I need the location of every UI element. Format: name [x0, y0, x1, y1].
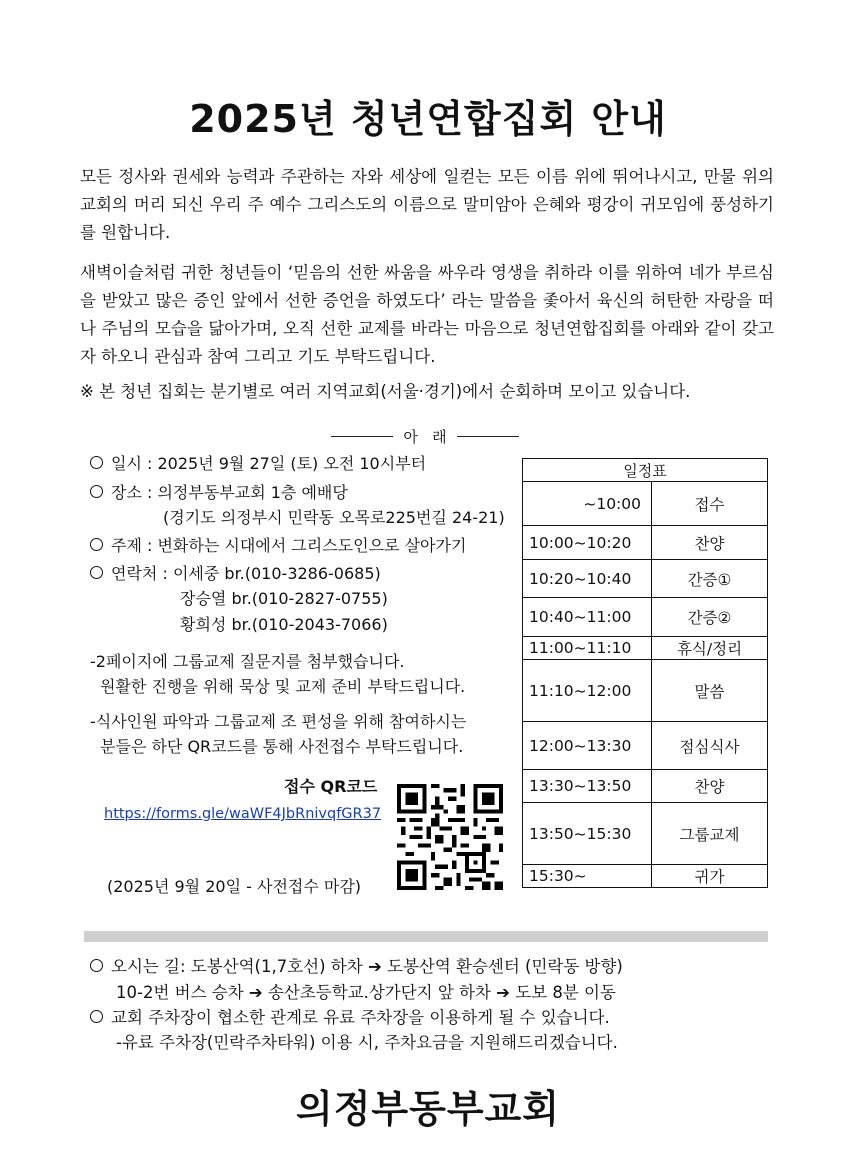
circle-bullet-icon: [90, 456, 103, 469]
directions-text-2a: 10-2번 버스 승차: [116, 983, 244, 1002]
schedule-header: 일정표: [523, 459, 768, 482]
schedule-event: 찬양: [652, 526, 768, 560]
contact-2: 장승열 br.(010-2827-0755): [180, 589, 388, 608]
detail-theme: [90, 534, 466, 558]
detail-contact: [90, 562, 381, 586]
table-row: [523, 803, 768, 865]
directions-line-1: [90, 955, 623, 979]
directions-text-2c: 도보 8분 이동: [515, 983, 616, 1002]
intro-paragraph-1: 모든 정사와 권세와 능력과 주관하는 자와 세상에 일컫는 모든 이름 위에 뛰어나시고, 만물 위의 교회의 머리 되신 우리 주 예수 그리스도의 이름으로 말미암아 은혜와 평강이 귀모임에 풍성하기를 원합니다.: [80, 167, 774, 242]
schedule-event: 간증②: [652, 598, 768, 637]
schedule-event: 귀가: [652, 865, 768, 888]
divider-rule-left: [331, 436, 393, 437]
note2-line2: 분들은 하단 QR코드를 통해 사전접수 부탁드립니다.: [100, 737, 464, 756]
directions-text-1a: 오시는 길: 도봉산역(1,7호선) 하차: [111, 957, 363, 976]
note1-line1: -2페이지에 그룹교제 질문지를 첨부했습니다.: [90, 652, 405, 671]
divider-rule-right: [457, 436, 519, 437]
parking-line-1: [90, 1006, 610, 1030]
detail-place: [90, 481, 348, 505]
schedule-time: 12:00~13:30: [523, 722, 652, 770]
schedule-event: 말씀: [652, 660, 768, 722]
schedule-time: 15:30~: [523, 865, 652, 888]
intro-note: ※ 본 청년 집회는 분기별로 여러 지역교회(서울·경기)에서 순회하며 모이고 있습니다.: [80, 382, 691, 401]
schedule-time: 10:20~10:40: [523, 560, 652, 598]
directions-text-1b: 도봉산역 환승센터 (민락동 방향): [387, 957, 623, 976]
table-row: [523, 770, 768, 803]
detail-date: [90, 452, 426, 476]
section-separator-bar: [84, 931, 768, 942]
parking-line-2: -유료 주차장(민락주차타워) 이용 시, 주차요금을 지원해드리겠습니다.: [116, 1033, 618, 1052]
schedule-time: ~10:00: [523, 482, 652, 526]
contact-3: 황희성 br.(010-2043-7066): [180, 615, 388, 634]
qr-link[interactable]: [104, 803, 381, 822]
divider-label: 아 래: [403, 428, 447, 446]
schedule-time: 10:40~11:00: [523, 598, 652, 637]
schedule-time: 11:00~11:10: [523, 637, 652, 660]
intro-paragraph-2: 새벽이슬처럼 귀한 청년들이 ‘믿음의 선한 싸움을 싸우라 영생을 취하라 이를 위하여 네가 부르심을 받았고 많은 증인 앞에서 선한 증언을 하였도다’ 라는 말씀을 좇아서 육신의 허탄한 자랑을 떠나 주님의 모습을 닮아가며, 오직 선한 교제를 바라는 마음으로 청년연합집회를 아래와 같이 갖고자 하오니 관심과 참여 그리고 기도 부탁드립니다.: [80, 263, 774, 366]
arrow-right-icon: ➔: [248, 983, 263, 1002]
arrow-right-icon: ➔: [496, 983, 510, 1002]
page-title: 2025년 청년연합집회 안내: [189, 97, 667, 141]
schedule-time: 11:10~12:00: [523, 660, 652, 722]
detail-theme-text: 주제 : 변화하는 시대에서 그리스도인으로 살아가기: [111, 536, 467, 555]
schedule-event: 접수: [652, 482, 768, 526]
circle-bullet-icon: [90, 566, 103, 579]
detail-date-text: 일시 : 2025년 9월 27일 (토) 오전 10시부터: [111, 454, 427, 473]
schedule-event: 휴식/정리: [652, 637, 768, 660]
directions-text-2b: 송산초등학교.상가단지 앞 하차: [267, 983, 491, 1002]
schedule-time: 13:50~15:30: [523, 803, 652, 865]
schedule-header-row: [523, 459, 768, 482]
table-row: [523, 865, 768, 888]
contact-label: 연락처 :: [111, 564, 168, 583]
qr-label: 접수 QR코드: [284, 777, 378, 796]
schedule-event: 찬양: [652, 770, 768, 803]
table-row: [523, 637, 768, 660]
schedule-time: 10:00~10:20: [523, 526, 652, 560]
circle-bullet-icon: [90, 1010, 103, 1023]
table-row: [523, 526, 768, 560]
note1-line2: 원활한 진행을 위해 묵상 및 교제 준비 부탁드립니다.: [100, 677, 466, 696]
schedule-event: 점심식사: [652, 722, 768, 770]
qr-link-text[interactable]: https://forms.gle/waWF4JbRnivqfGR37: [104, 806, 382, 822]
parking-text-1: 교회 주차장이 협소한 관계로 유료 주차장을 이용하게 될 수 있습니다.: [111, 1008, 610, 1027]
table-row: [523, 560, 768, 598]
circle-bullet-icon: [90, 959, 103, 972]
section-divider: [305, 426, 545, 447]
qr-code-icon[interactable]: [397, 784, 503, 890]
table-row: [523, 722, 768, 770]
table-row: [523, 482, 768, 526]
schedule-table: [522, 458, 768, 888]
note2-line1: -식사인원 파악과 그룹교제 조 편성을 위해 참여하시는: [90, 712, 467, 731]
detail-address: (경기도 의정부시 민락동 오목로225번길 24-21): [163, 508, 505, 527]
table-row: [523, 598, 768, 637]
arrow-right-icon: ➔: [367, 957, 382, 976]
table-row: [523, 660, 768, 722]
circle-bullet-icon: [90, 485, 103, 498]
circle-bullet-icon: [90, 538, 103, 551]
directions-line-2: [116, 981, 616, 1005]
church-name-footer: 의정부동부교회: [296, 1087, 560, 1131]
schedule-event: 그룹교제: [652, 803, 768, 865]
deadline: (2025년 9월 20일 - 사전접수 마감): [107, 877, 362, 896]
contact-1: 이세중 br.(010-3286-0685): [172, 564, 381, 583]
detail-place-text: 장소 : 의정부동부교회 1층 예배당: [111, 483, 348, 502]
schedule-event: 간증①: [652, 560, 768, 598]
schedule-time: 13:30~13:50: [523, 770, 652, 803]
